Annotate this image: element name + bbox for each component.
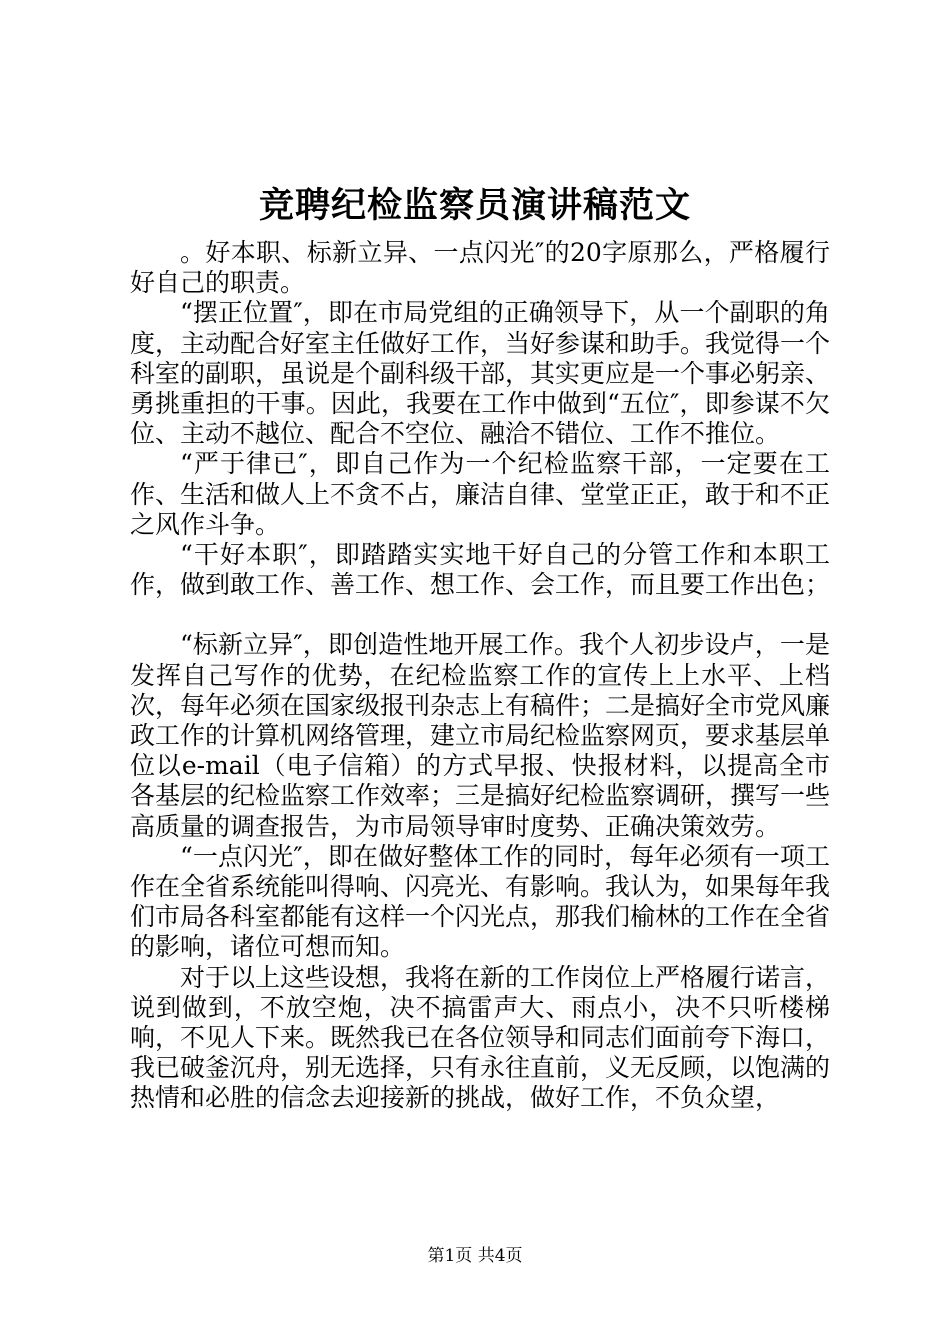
paragraph-highlight: “一点闪光″，即在做好整体工作的同时，每年必须有一项工作在全省系统能叫得响、闪亮光、有影响。我认为，如果每年我们市局各科室都能有这样一个闪光点，那我们榆林的工作在全省的影响，诸位可想而知。 [130, 841, 831, 962]
paragraph-commitment: 对于以上这些设想，我将在新的工作岗位上严格履行诺言，说到做到，不放空炮，决不搞雷声大、雨点小，决不只听楼梯响，不见人下来。既然我已在各位领导和同志们面前夸下海口，我已破釜沉舟，别无选择，只有永往直前，义无反顾，以饱满的热情和必胜的信念去迎接新的挑战，做好工作，不负众望， [130, 962, 831, 1113]
paragraph-discipline: “严于律已″，即自己作为一个纪检监察干部，一定要在工作、生活和做人上不贪不占，廉洁自律、堂堂正正，敢于和不正之风作斗争。 [130, 449, 831, 539]
paragraph-spacer [130, 600, 830, 630]
page-footer: 第1页 共4页 [427, 1246, 523, 1266]
paragraph-innovation: “标新立异″，即创造性地开展工作。我个人初步设卢，一是发挥自己写作的优势，在纪检监察工作的宣传上上水平、上档次，每年必须在国家级报刊杂志上有稿件；二是搞好全市党风廉政工作的计算机网络管理，建立市局纪检监察网页，要求基层单位以e-mail（电子信箱）的方式早报、快报材料，以提高全市各基层的纪检监察工作效率；三是搞好纪检监察调研，撰写一些高质量的调查报告，为市局领导审时度势、正确决策效劳。 [130, 630, 831, 841]
document-body [130, 238, 830, 1114]
paragraph-duty: “干好本职″，即踏踏实实地干好自己的分管工作和本职工作，做到敢工作、善工作、想工作、会工作，而且要工作出色； [130, 540, 831, 600]
paragraph-intro: 。好本职、标新立异、一点闪光″的20字原那么，严格履行好自己的职责。 [130, 238, 830, 298]
paragraph-position: “摆正位置″，即在市局党组的正确领导下，从一个副职的角度，主动配合好室主任做好工作，当好参谋和助手。我觉得一个科室的副职，虽说是个副科级干部，其实更应是一个事必躬亲、勇挑重担的干事。因此，我要在工作中做到“五位″，即参谋不欠位、主动不越位、配合不空位、融洽不错位、工作不推位。 [130, 298, 831, 449]
document-title: 竞聘纪检监察员演讲稿范文 [258, 185, 691, 226]
